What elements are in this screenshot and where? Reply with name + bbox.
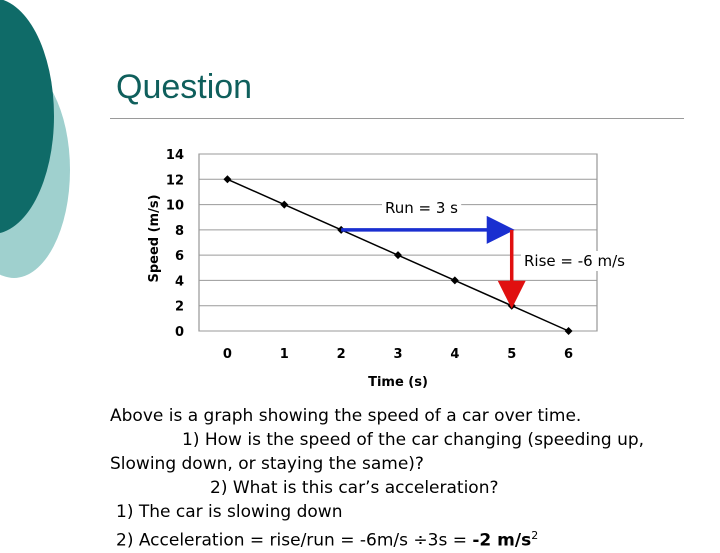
y-tick-label: 14 xyxy=(165,148,184,163)
y-tick-label: 10 xyxy=(165,198,184,214)
text-line-2: 1) How is the speed of the car changing (speeding up, xyxy=(182,430,645,450)
data-point xyxy=(565,327,573,335)
y-tick-label: 8 xyxy=(174,223,184,239)
x-tick-label: 3 xyxy=(393,347,403,362)
plot-area xyxy=(199,154,597,331)
data-point xyxy=(508,302,516,310)
answer-line-2 xyxy=(110,524,710,553)
answer-exponent: 2 xyxy=(531,529,539,542)
y-axis-label: Speed (m/s) xyxy=(147,194,162,283)
x-tick-label: 1 xyxy=(279,347,289,362)
data-point xyxy=(280,201,288,209)
x-tick-label: 4 xyxy=(450,347,460,362)
text-line-4: 2) What is this car’s acceleration? xyxy=(210,478,499,498)
answer-value: -2 m/s xyxy=(472,530,532,551)
text-line-1: Above is a graph showing the speed of a car over time. xyxy=(110,406,582,426)
x-tick-label: 6 xyxy=(564,347,574,362)
run-label: Run = 3 s xyxy=(385,199,458,217)
question-text xyxy=(110,404,710,553)
data-point xyxy=(451,276,459,284)
y-tick-label: 4 xyxy=(174,274,184,290)
data-point xyxy=(394,251,402,259)
y-tick-label: 6 xyxy=(174,249,184,265)
rise-label: Rise = -6 m/s xyxy=(524,252,625,270)
y-tick-label: 0 xyxy=(174,325,184,340)
answer-prefix: 2) Acceleration = rise/run = -6m/s ÷3s = xyxy=(116,530,473,551)
y-tick-label: 12 xyxy=(165,173,184,189)
x-tick-label: 0 xyxy=(222,347,232,362)
text-line-3: Slowing down, or staying the same)? xyxy=(110,454,424,474)
y-tick-label: 2 xyxy=(174,299,184,315)
x-tick-label: 5 xyxy=(507,347,517,362)
data-point xyxy=(223,175,231,183)
x-axis-label: Time (s) xyxy=(368,375,428,390)
slide-title: Question xyxy=(116,68,253,106)
x-tick-label: 2 xyxy=(336,347,346,362)
answer-line-1: 1) The car is slowing down xyxy=(116,502,343,522)
